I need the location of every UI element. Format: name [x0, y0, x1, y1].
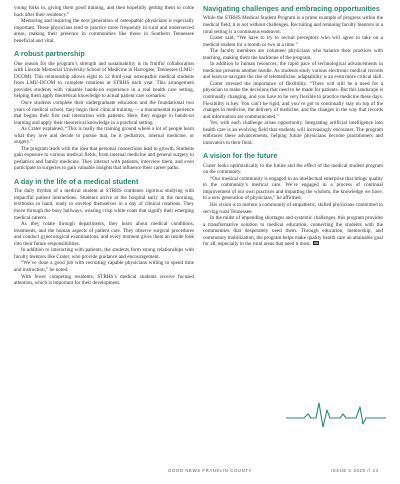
section-heading-partnership: A robust partnership: [14, 49, 85, 59]
section-heading-challenges: Navigating challenges and embracing opportunities: [203, 4, 380, 13]
paragraph-text: In the midst of impending shortages and systemic challenges, this program provides a transformative solution to medical education, connecting the students with the communities that desperately need them. Through education, mentorship, and community mobilization, the program helps make quality health care an attainable goal for all, especially in the rural areas that need it most.: [203, 215, 383, 248]
paragraph: Crater stressed the importance of flexibility. “There will still be a need for a physician to make the decisions that need to be made for patients. But this landscape is continually changing, and you have to be very flexible to practice medicine these days. Flexibility is key. You can’t be rigid, and you’ve got to continually stay on top of the changes in medicine, the delivery of medicine, and the changes in the way that records and information are communicated.”: [203, 80, 383, 120]
paragraph: young folks in, giving them good training, and then hopefully getting them to come back after their residency.”: [14, 5, 194, 18]
paragraph: The daily rhythm of a medical student at STRHS combines rigorous studying with impactful patient interactions. Students arrive at the hospital early in the morning, textbooks in hand, ready to envelop themselves in a day of clinical rotations. They move through the busy hallways, wearing crisp white coats that signify their emerging medical careers.: [14, 188, 194, 221]
paragraph: As they rotate through departments, they learn about medical conditions, treatments, and the human aspects of patient care. They observe surgical procedures and conduct gynecological examinations, and every moment gives them an inside look into their future responsibilities.: [14, 221, 194, 247]
paragraph: With fewer competing residents, STRHS’s medical students receive focused attention, which is important for their development.: [14, 273, 194, 287]
paragraph: In addition to human resources, the rapid pace of technological advancements in medicine presents another hurdle. As students study various electronic medical records and learn to navigate the rise of telemedicine, adaptability is an even more critical skill.: [203, 61, 383, 81]
gn-logo-icon: [313, 241, 319, 245]
paragraph-final: [203, 215, 383, 248]
paragraph: The program leads with the idea that personal connections lead to growth. Students gain exposure to various medical fields, from internal medicine and general surgery to pediatrics and family medicine. They interact with patients, interview them, and even participate in surgeries to gain valuable insights that influence their career paths.: [14, 145, 194, 172]
paragraph: “We’ve done a good job with recruiting capable physicians willing to spend time and instruction,” he noted.: [14, 260, 194, 273]
left-column: [14, 5, 194, 287]
paragraph: One reason for the program’s strength and sustainability is its fruitful collaboration with Lincoln Memorial University School of Medicine in Harrogate, Tennessee (LMU-DCOM). This relationship allows eight to 12 third-year osteopathic medical students from LMU-DCOM to complete rotations at STRHS each year. This arrangement provides students with valuable hands-on experience in a real health care setting, helping them apply theoretical knowledge to actual patient care scenarios.: [14, 60, 194, 100]
paragraph: Crater looks optimistically to the future and the effect of the medical student program on the community.: [203, 162, 383, 176]
paragraph: In addition to interacting with patients, the students form strong relationships with faculty mentors like Crater, who provide guidance and encouragement.: [14, 247, 194, 260]
paragraph: While the STRHS Medical Student Program is a prime example of progress within the medical field, it is not without challenges. Recruiting and retaining faculty mentors in a rural setting is a continuous endeavor.: [203, 15, 383, 35]
paragraph: His vision is to nurture a community of empathetic, skilled physicians committed to serving rural Tennessee.: [203, 202, 383, 215]
paragraph: Yet, with each challenge arises opportunity. Integrating artificial intelligence into health care is an evolving field that students will increasingly encounter. The program embraces these advancements, helping future physicians become practitioners and innovators in their field.: [203, 120, 383, 146]
right-column: [203, 5, 383, 248]
paragraph: As Crater explained, “This is really the training ground where a lot of people learn what they love and decide to pursue that, be it pediatrics, internal medicine, or surgery.”: [14, 126, 194, 146]
section-heading-day-in-life: A day in the life of a medical student: [14, 176, 139, 186]
publication-name: GOOD NEWS FRANKLIN COUNTY: [168, 468, 252, 473]
paragraph: Once students complete their undergraduate education and the foundational two years of medical school, they begin their clinical training — a monumental experience that begins their first real interaction with patients. Here, they engage in hands-on learning and apply their theoretical knowledge in a practical setting.: [14, 99, 194, 126]
svg-text:GN: GN: [313, 242, 318, 246]
section-heading-vision: A vision for the future: [203, 151, 278, 161]
heartbeat-line-icon: [286, 399, 386, 429]
paragraph: Mentoring and inspiring the next generation of osteopathic physicians is especially important. These physicians tend to practice more frequently in rural and underserved areas, making their presence in communities like those in Southern Tennessee beneficial and vital.: [14, 18, 194, 44]
paragraph: The faculty members are volunteer physicians who balance their practices with teaching, making them the backbone of the program.: [203, 48, 383, 61]
issue-page-number: ISSUE 1 2025 // 24: [331, 468, 379, 473]
paragraph: Crater said, “We have to try to recruit preceptors who will agree to take on a medical student for a month or two at a time.”: [203, 35, 383, 48]
paragraph: “Our medical community is engaged in an intellectual enterprise that brings quality to the community’s medical care. We’re engaged in a process of continual improvement of our own practices and imparting the wisdom, the knowledge we have, to a new generation of physicians,” he affirmed.: [203, 175, 383, 202]
